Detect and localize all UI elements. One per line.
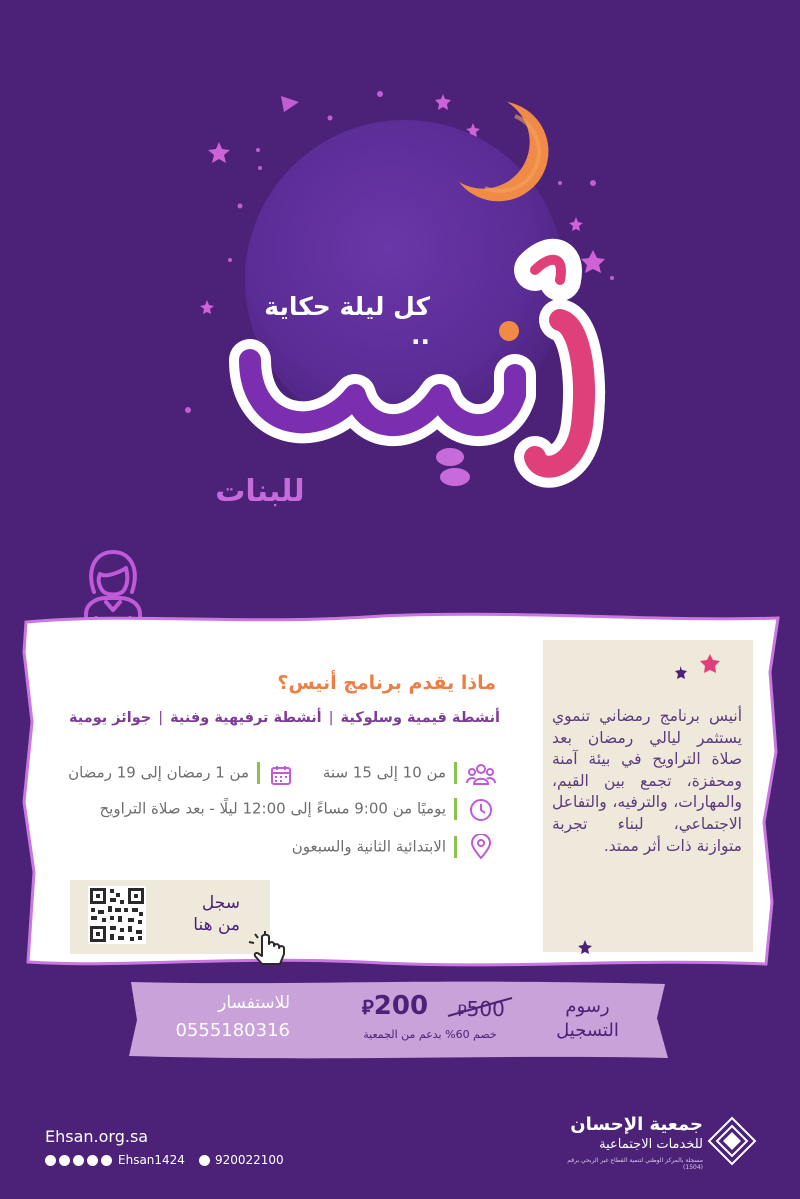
x-icon[interactable] bbox=[101, 1155, 112, 1166]
for-girls-label: للبنات bbox=[215, 474, 305, 509]
facebook-icon[interactable] bbox=[73, 1155, 84, 1166]
offer-title: ماذا يقدم برنامج أنيس؟ bbox=[277, 672, 496, 694]
program-logo bbox=[210, 225, 610, 500]
star-icon bbox=[575, 938, 595, 958]
old-price-value: 500 bbox=[466, 997, 505, 1021]
inquiry-label: للاستفسار bbox=[218, 993, 290, 1013]
divider bbox=[257, 762, 260, 784]
qr-code-icon[interactable] bbox=[88, 886, 146, 944]
star-icon bbox=[435, 94, 451, 110]
age-text: من 10 إلى 15 سنة bbox=[322, 763, 446, 782]
activity-item: أنشطة قيمية وسلوكية bbox=[340, 710, 500, 726]
calendar-icon bbox=[270, 764, 292, 786]
program-description: أنيس برنامج رمضاني تنموي يستثمر ليالي رمضان بعد صلاة التراويح في بيئة آمنة ومحفزة، تجمع بين القيم، والمهارات، والترفيه، والتفاعل الاجتماعي، لبناء تجربة متوازنة ذات أثر ممتد. bbox=[552, 707, 742, 855]
fee-label bbox=[540, 995, 635, 1043]
divider bbox=[454, 798, 457, 820]
riyal-icon: ⃁ bbox=[457, 1001, 467, 1020]
location-pin-icon bbox=[470, 834, 492, 860]
clock-icon bbox=[469, 798, 493, 822]
fee-label-line2: التسجيل bbox=[556, 1020, 619, 1041]
instagram-icon[interactable] bbox=[59, 1155, 70, 1166]
dates-text: من 1 رمضان إلى 19 رمضان bbox=[68, 763, 249, 782]
hand-pointer-icon bbox=[246, 930, 290, 970]
triangle-decoration bbox=[281, 96, 299, 112]
riyal-icon: ⃁ bbox=[361, 995, 374, 1019]
strikethrough-line bbox=[446, 994, 514, 1020]
moon-icon bbox=[455, 98, 565, 208]
fee-label-line1: رسوم bbox=[565, 996, 610, 1017]
star-icon bbox=[675, 666, 687, 679]
footer-phone[interactable]: 920022100 bbox=[214, 1153, 284, 1167]
email-icon[interactable] bbox=[45, 1155, 56, 1166]
divider bbox=[454, 836, 457, 858]
discount-note: خصم 60% بدعم من الجمعية bbox=[363, 1028, 497, 1041]
tagline: كل ليلة حكاية .. bbox=[264, 292, 430, 350]
activity-item: جوائز يومية bbox=[69, 710, 152, 726]
star-icon bbox=[700, 654, 720, 673]
location-row bbox=[230, 836, 465, 858]
age-row bbox=[322, 762, 465, 784]
inquiry-phone[interactable]: 0555180316 bbox=[175, 1020, 290, 1041]
stars-decoration bbox=[670, 650, 730, 680]
time-text: يوميًا من 9:00 مساءً إلى 12:00 ليلًا - بعد صلاة التراويح bbox=[99, 799, 446, 818]
register-label-line2: من هنا bbox=[193, 915, 240, 935]
org-logo-icon bbox=[707, 1116, 757, 1166]
register-label[interactable] bbox=[150, 892, 240, 936]
social-handle[interactable]: Ehsan1424 bbox=[118, 1153, 185, 1167]
org-subtitle: للخدمات الاجتماعية bbox=[599, 1137, 703, 1152]
website-link[interactable]: Ehsan.org.sa bbox=[45, 1127, 149, 1146]
location-text: الابتدائية الثانية والسبعون bbox=[291, 837, 446, 856]
group-icon bbox=[466, 762, 496, 786]
phone-icon bbox=[199, 1155, 210, 1166]
org-registration: مسجلة بالمركز الوطني لتنمية القطاع غير الربحي برقم (1504) bbox=[567, 1157, 703, 1171]
divider bbox=[454, 762, 457, 784]
time-row bbox=[60, 798, 465, 820]
register-label-line1: سجل bbox=[201, 893, 240, 913]
new-price bbox=[350, 991, 440, 1021]
activities-list: أنشطة قيمية وسلوكية|أنشطة ترفيهية وفنية|جوائز يومية bbox=[69, 710, 500, 726]
org-name: جمعية الإحسان bbox=[570, 1114, 703, 1135]
star-icon bbox=[208, 142, 230, 163]
dates-row bbox=[60, 762, 268, 784]
new-price-value: 200 bbox=[373, 991, 429, 1021]
activity-item: أنشطة ترفيهية وفنية bbox=[170, 710, 322, 726]
social-row bbox=[45, 1152, 284, 1168]
youtube-icon[interactable] bbox=[87, 1155, 98, 1166]
